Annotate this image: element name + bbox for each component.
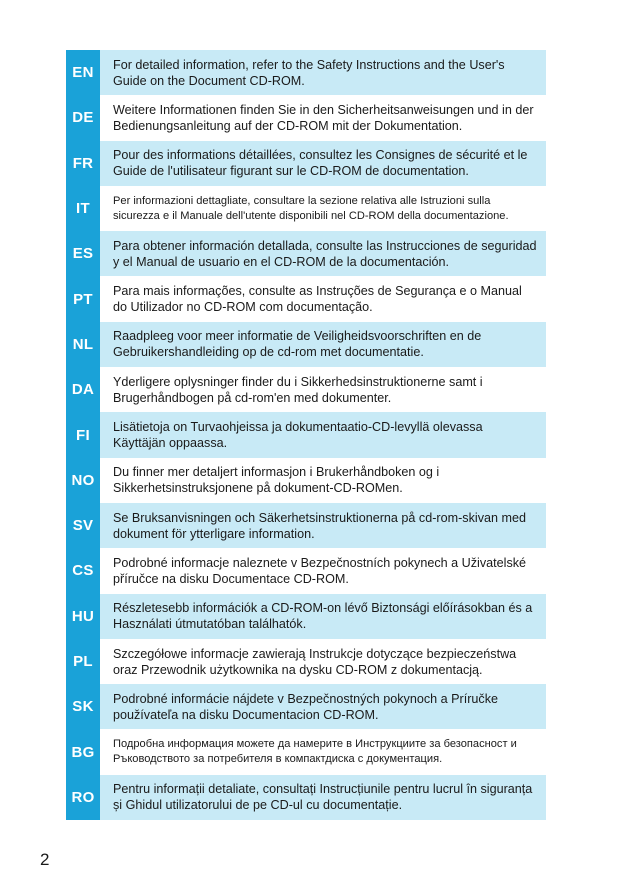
lang-code: PT: [66, 276, 100, 321]
lang-code: FR: [66, 141, 100, 186]
lang-text: For detailed information, refer to the Safety Instructions and the User's Guide on the Document CD-ROM.: [100, 50, 546, 95]
language-list: [66, 50, 546, 820]
lang-row-da: [66, 367, 546, 412]
lang-code: DA: [66, 367, 100, 412]
lang-text: Podrobné informacje naleznete v Bezpečnostních pokynech a Uživatelské příručce na disku Documentace CD-ROM.: [100, 548, 546, 593]
lang-text: Du finner mer detaljert informasjon i Brukerhåndboken og i Sikkerhetsinstruksjonene på dokument-CD-ROMen.: [100, 458, 546, 503]
lang-row-hu: [66, 594, 546, 639]
lang-row-fi: [66, 412, 546, 457]
lang-code: IT: [66, 186, 100, 231]
lang-text: Podrobné informácie nájdete v Bezpečnostných pokynoch a Príručke používateľa na disku Documentacion CD-ROM.: [100, 684, 546, 729]
lang-code: NO: [66, 458, 100, 503]
lang-row-bg: [66, 729, 546, 774]
lang-row-en: [66, 50, 546, 95]
lang-code: RO: [66, 775, 100, 820]
lang-text: Szczegółowe informacje zawierają Instrukcje dotyczące bezpieczeństwa oraz Przewodnik użytkownika na dysku CD-ROM z dokumentacją.: [100, 639, 546, 684]
lang-row-cs: [66, 548, 546, 593]
lang-row-de: [66, 95, 546, 140]
lang-code: PL: [66, 639, 100, 684]
lang-code: HU: [66, 594, 100, 639]
lang-code: BG: [66, 729, 100, 774]
lang-row-fr: [66, 141, 546, 186]
lang-text: Részletesebb információk a CD-ROM-on lévő Biztonsági előírásokban és a Használati útmutatóban találhatók.: [100, 594, 546, 639]
lang-row-nl: [66, 322, 546, 367]
lang-text: Para obtener información detallada, consulte las Instrucciones de seguridad y el Manual de usuario en el CD-ROM de la documentación.: [100, 231, 546, 276]
lang-text: Se Bruksanvisningen och Säkerhetsinstruktionerna på cd-rom-skivan med dokument för ytterligare information.: [100, 503, 546, 548]
lang-code: NL: [66, 322, 100, 367]
lang-code: EN: [66, 50, 100, 95]
lang-code: SK: [66, 684, 100, 729]
lang-text: Pentru informații detaliate, consultați Instrucțiunile pentru lucrul în siguranța și Ghidul utilizatorului de pe CD-ul cu documentație.: [100, 775, 546, 820]
lang-text: Weitere Informationen finden Sie in den Sicherheitsanweisungen und in der Bedienungsanleitung auf der CD-ROM mit der Dokumentation.: [100, 95, 546, 140]
lang-text: Yderligere oplysninger finder du i Sikkerhedsinstruktionerne samt i Brugerhåndbogen på cd-rom'en med dokumenter.: [100, 367, 546, 412]
lang-row-sk: [66, 684, 546, 729]
lang-code: CS: [66, 548, 100, 593]
lang-row-sv: [66, 503, 546, 548]
lang-row-no: [66, 458, 546, 503]
page-number: 2: [40, 850, 50, 869]
lang-row-pt: [66, 276, 546, 321]
lang-code: ES: [66, 231, 100, 276]
lang-code: FI: [66, 412, 100, 457]
lang-row-pl: [66, 639, 546, 684]
lang-text: Pour des informations détaillées, consultez les Consignes de sécurité et le Guide de l'utilisateur figurant sur le CD-ROM de documentation.: [100, 141, 546, 186]
lang-row-it: [66, 186, 546, 231]
lang-row-es: [66, 231, 546, 276]
lang-text: Per informazioni dettagliate, consultare la sezione relativa alle Istruzioni sulla sicurezza e il Manuale dell'utente disponibili nel CD-ROM della documentazione.: [100, 186, 546, 231]
lang-code: SV: [66, 503, 100, 548]
lang-code: DE: [66, 95, 100, 140]
lang-text: Подробна информация можете да намерите в Инструкциите за безопасност и Ръководството за потребителя в компактдиска с документация.: [100, 729, 546, 774]
lang-text: Lisätietoja on Turvaohjeissa ja dokumentaatio-CD-levyllä olevassa Käyttäjän oppaassa.: [100, 412, 546, 457]
lang-text: Raadpleeg voor meer informatie de Veiligheidsvoorschriften en de Gebruikershandleiding op de cd-rom met documentatie.: [100, 322, 546, 367]
lang-row-ro: [66, 775, 546, 820]
lang-text: Para mais informações, consulte as Instruções de Segurança e o Manual do Utilizador no CD-ROM com documentação.: [100, 276, 546, 321]
